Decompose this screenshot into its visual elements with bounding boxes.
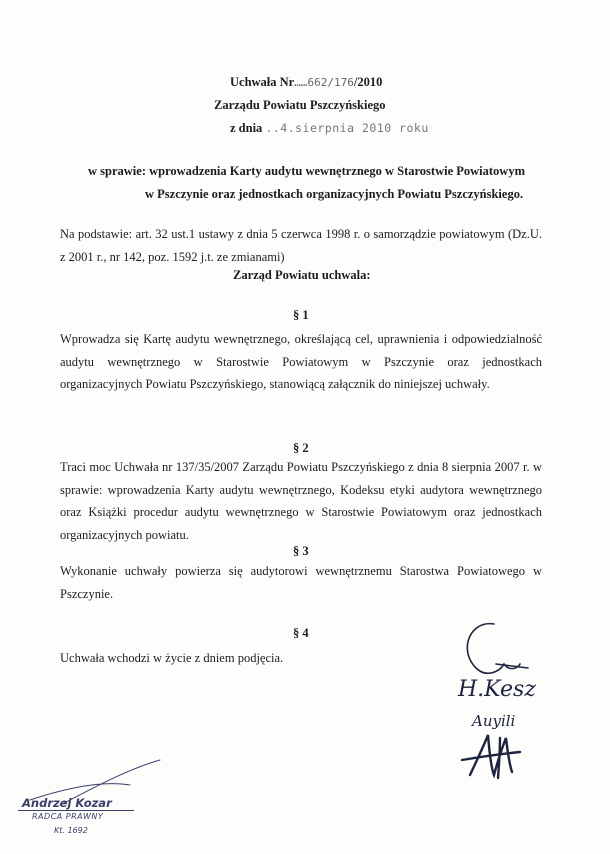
section-1-heading: § 1 <box>293 308 309 322</box>
stamp-number: Kt. 1692 <box>54 826 88 835</box>
title-prefix: Uchwała Nr <box>230 75 295 89</box>
section-1-text: Wprowadza się Kartę audytu wewnętrznego, określającą cel, uprawnienia i odpowiedzialność audytu wewnętrznego w Starostwie Powiatowym w Pszczynie oraz jednostkach organizacyjnych Powiatu Pszczyńskiego, stanowiącą załącznik do niniejszej uchwały. <box>60 332 542 391</box>
signature-2: H.Kesz <box>458 677 536 702</box>
section-4-heading: § 4 <box>293 626 309 640</box>
date-prefix: z dnia <box>230 121 263 135</box>
title-number: ……662/176 <box>294 76 354 89</box>
board-resolves: Zarząd Powiatu uchwala: <box>233 268 371 282</box>
board-name: Zarządu Powiatu Pszczyńskiego <box>214 98 386 112</box>
section-2-heading: § 2 <box>293 441 309 455</box>
section-2-text: Traci moc Uchwała nr 137/35/2007 Zarządu Powiatu Pszczyńskiego z dnia 8 sierpnia 2007 r. w sprawie: wprowadzenia Karty audytu wewnętrznego, Kodeksu etyki audytora wewnętrznego oraz Książki procedur audytu wewnętrznego w Starostwie Powiatowym oraz jednostkach organizacyjnych powiatu. <box>60 460 542 542</box>
stamp-role: RADCA PRAWNY <box>32 812 104 821</box>
section-3-heading: § 3 <box>293 544 309 558</box>
legal-basis: Na podstawie: art. 32 ust.1 ustawy z dnia 5 czerwca 1998 r. o samorządzie powiatowym (Dz.U. z 2001 r., nr 142, poz. 1592 j.t. ze zmianami) <box>60 227 542 264</box>
legal-advisor-stamp <box>18 796 138 842</box>
stamp-rule <box>18 810 134 811</box>
date-value: ..4.sierpnia 2010 roku <box>265 121 429 135</box>
title-suffix: /2010 <box>353 75 383 89</box>
subject-line-2: w Pszczynie oraz jednostkach organizacyjnych Powiatu Pszczyńskiego. <box>145 187 524 201</box>
subject-line-1: w sprawie: wprowadzenia Karty audytu wewnętrznego w Starostwie Powiatowym <box>88 164 525 178</box>
section-4-text: Uchwała wchodzi w życie z dniem podjęcia. <box>60 651 284 665</box>
signature-3: Auyili <box>472 712 516 730</box>
section-3-text: Wykonanie uchwały powierza się audytorowi wewnętrznemu Starostwa Powiatowego w Pszczynie. <box>60 564 542 601</box>
stamp-name: Andrzej Kozar <box>22 796 112 810</box>
